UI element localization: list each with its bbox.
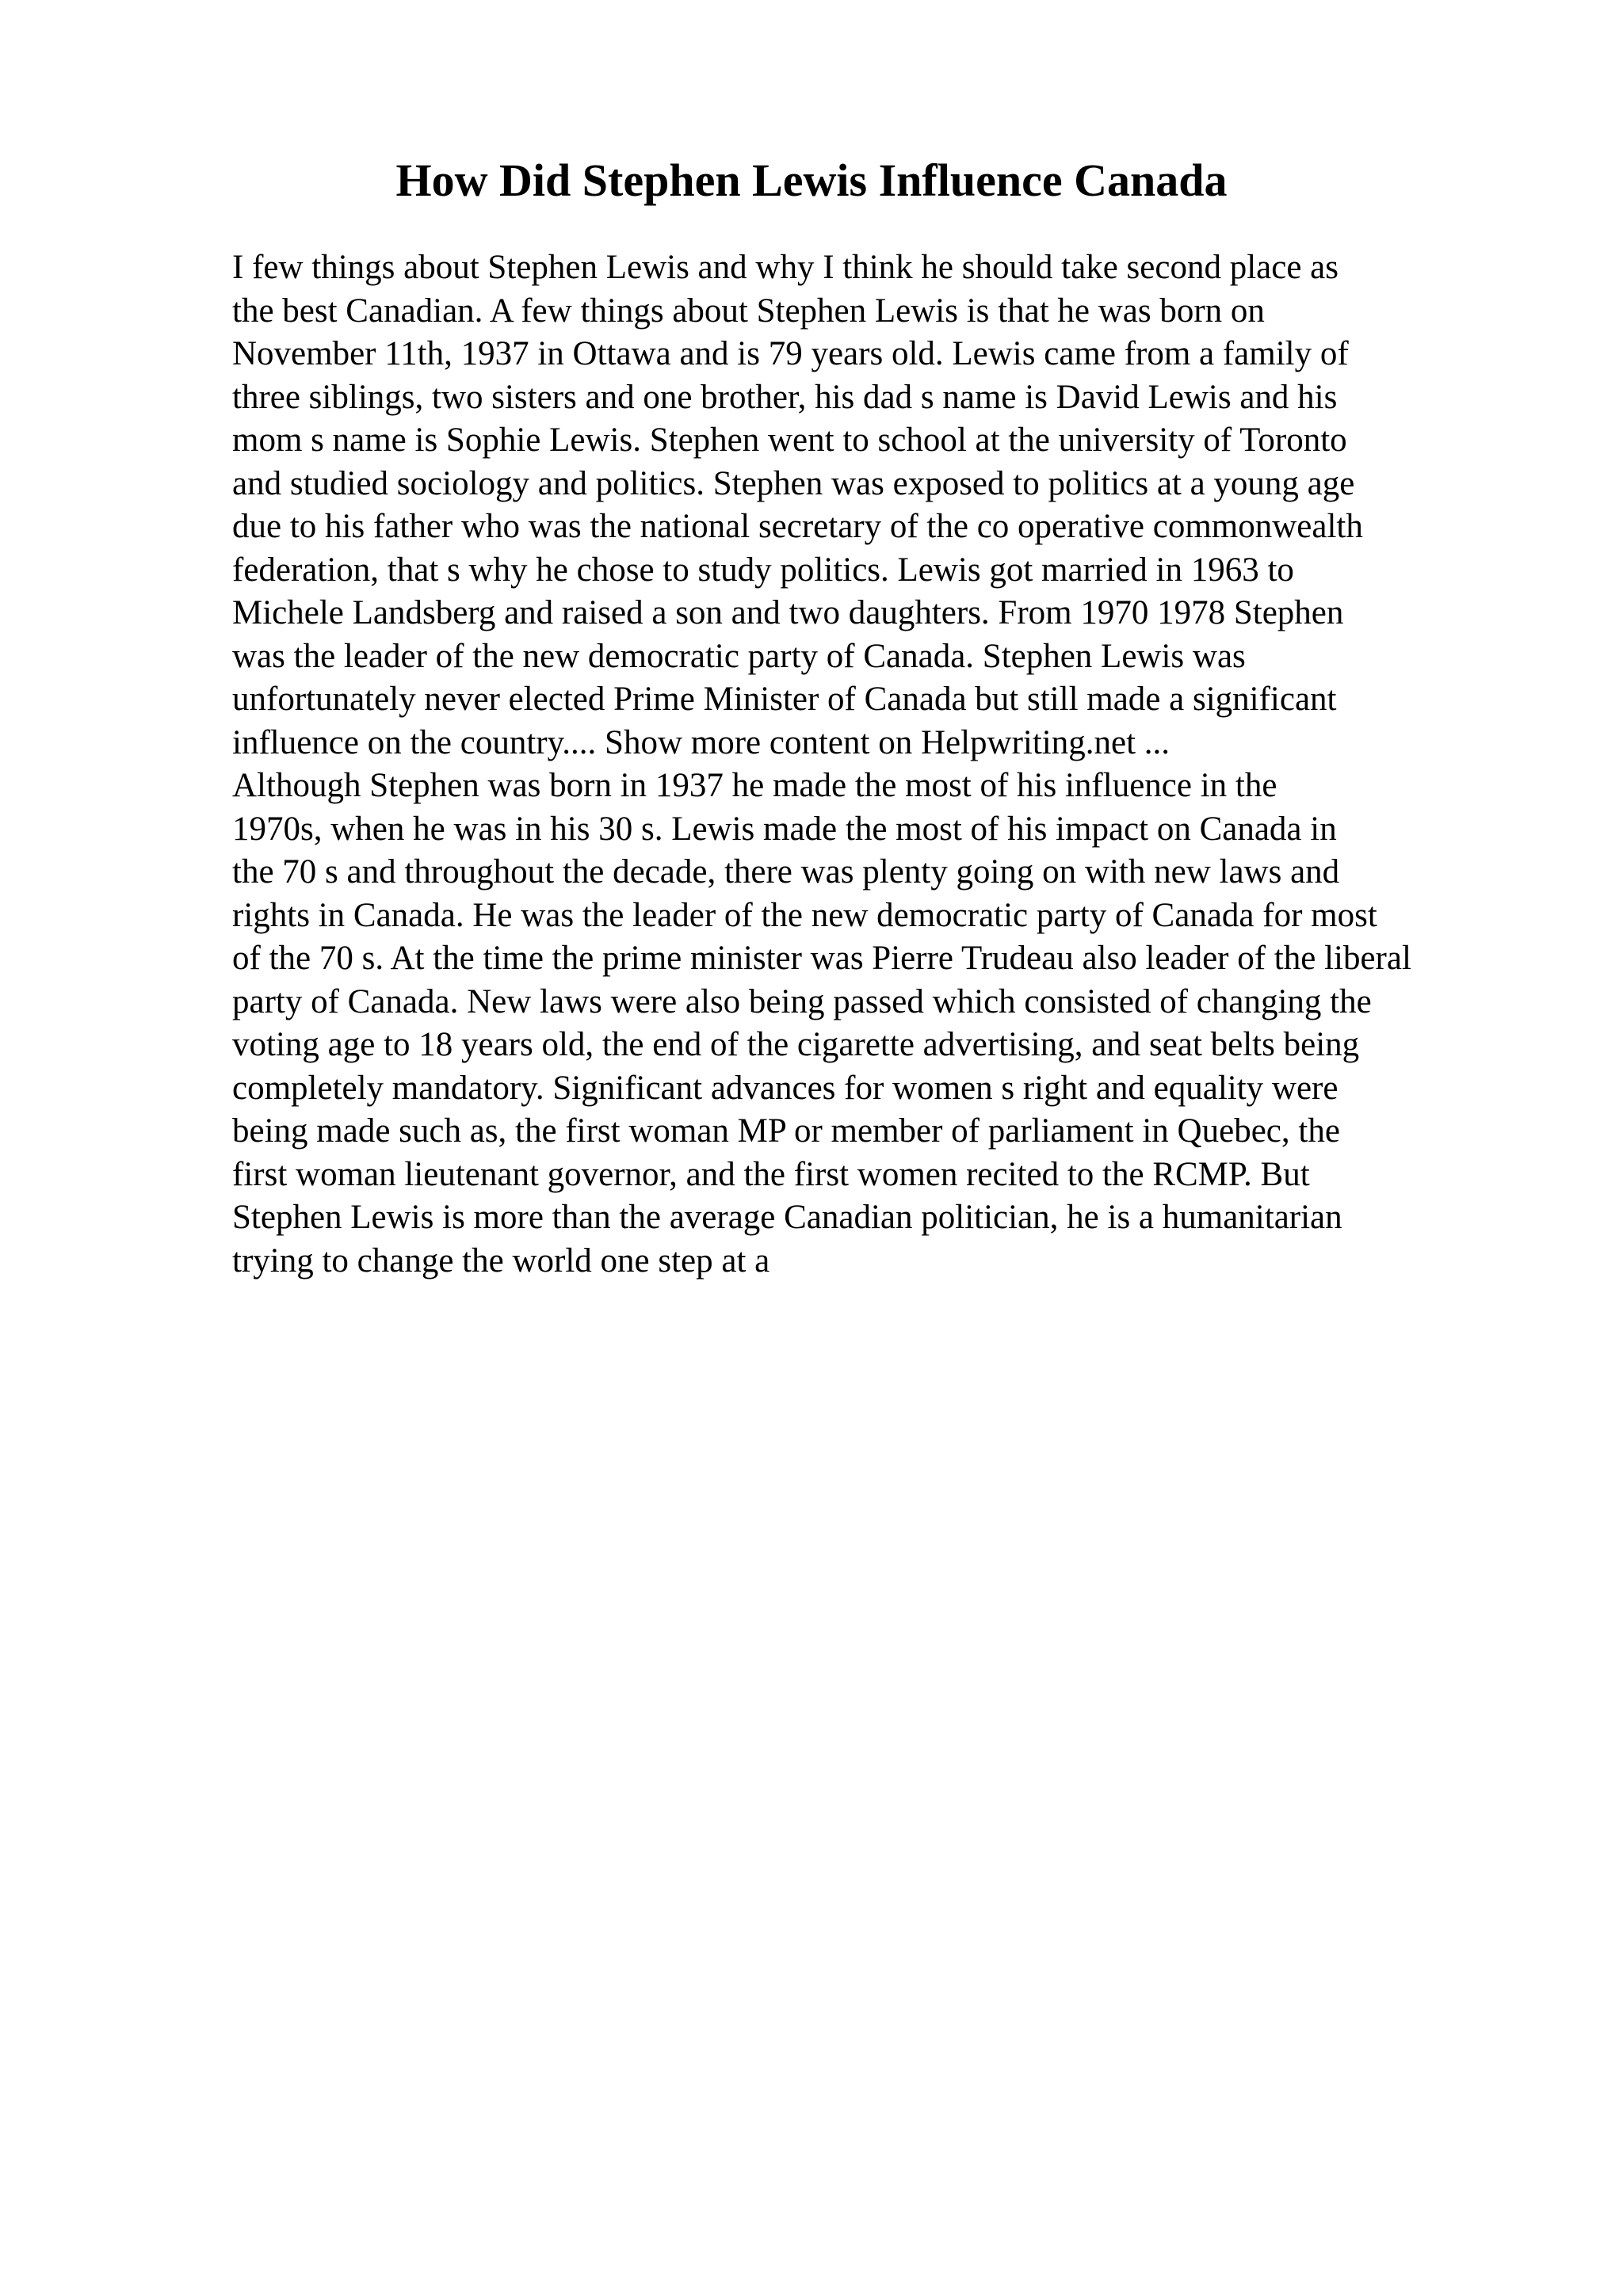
body-line: due to his father who was the national secretary of the co operative commonwealth: [232, 508, 1363, 545]
body-line: unfortunately never elected Prime Minister of Canada but still made a significant: [232, 681, 1337, 718]
body-line: 1970s, when he was in his 30 s. Lewis made the most of his impact on Canada in: [232, 810, 1337, 848]
body-line: was the leader of the new democratic party of Canada. Stephen Lewis was: [232, 637, 1246, 675]
body-line: federation, that s why he chose to study politics. Lewis got married in 1963 to: [232, 551, 1294, 589]
body-line: Although Stephen was born in 1937 he made the most of his influence in the: [232, 767, 1277, 804]
body-line: Stephen Lewis is more than the average Canadian politician, he is a humanitarian: [232, 1199, 1342, 1236]
body-line: influence on the country.... Show more content on Helpwriting.net ...: [232, 723, 1170, 761]
body-line: first woman lieutenant governor, and the first women recited to the RCMP. But: [232, 1155, 1310, 1193]
body-line: of the 70 s. At the time the prime minister was Pierre Trudeau also leader of the liberal: [232, 940, 1411, 977]
body-line: trying to change the world one step at a: [232, 1241, 770, 1280]
body-line: three siblings, two sisters and one brother, his dad s name is David Lewis and his: [232, 378, 1338, 416]
body-line: Michele Landsberg and raised a son and two daughters. From 1970 1978 Stephen: [232, 594, 1344, 631]
body-line: being made such as, the first woman MP or member of parliament in Quebec, the: [232, 1112, 1340, 1150]
body-line: and studied sociology and politics. Stephen was exposed to politics at a young age: [232, 464, 1355, 502]
body-line: voting age to 18 years old, the end of the cigarette advertising, and seat belts being: [232, 1026, 1360, 1063]
document-title: How Did Stephen Lewis Influence Canada: [395, 154, 1228, 206]
body-line: completely mandatory. Significant advances for women s right and equality were: [232, 1069, 1338, 1107]
body-line: rights in Canada. He was the leader of the new democratic party of Canada for most: [232, 896, 1377, 934]
document-body: [232, 246, 1595, 1283]
body-line: I few things about Stephen Lewis and why I think he should take second place as: [232, 249, 1338, 286]
body-line: November 11th, 1937 in Ottawa and is 79 years old. Lewis came from a family of: [232, 335, 1349, 372]
body-line: the best Canadian. A few things about Stephen Lewis is that he was born on: [232, 292, 1265, 330]
body-line: mom s name is Sophie Lewis. Stephen went to school at the university of Toronto: [232, 421, 1347, 459]
body-line: party of Canada. New laws were also being passed which consisted of changing the: [232, 982, 1372, 1020]
body-line: the 70 s and throughout the decade, there was plenty going on with new laws and: [232, 853, 1340, 891]
